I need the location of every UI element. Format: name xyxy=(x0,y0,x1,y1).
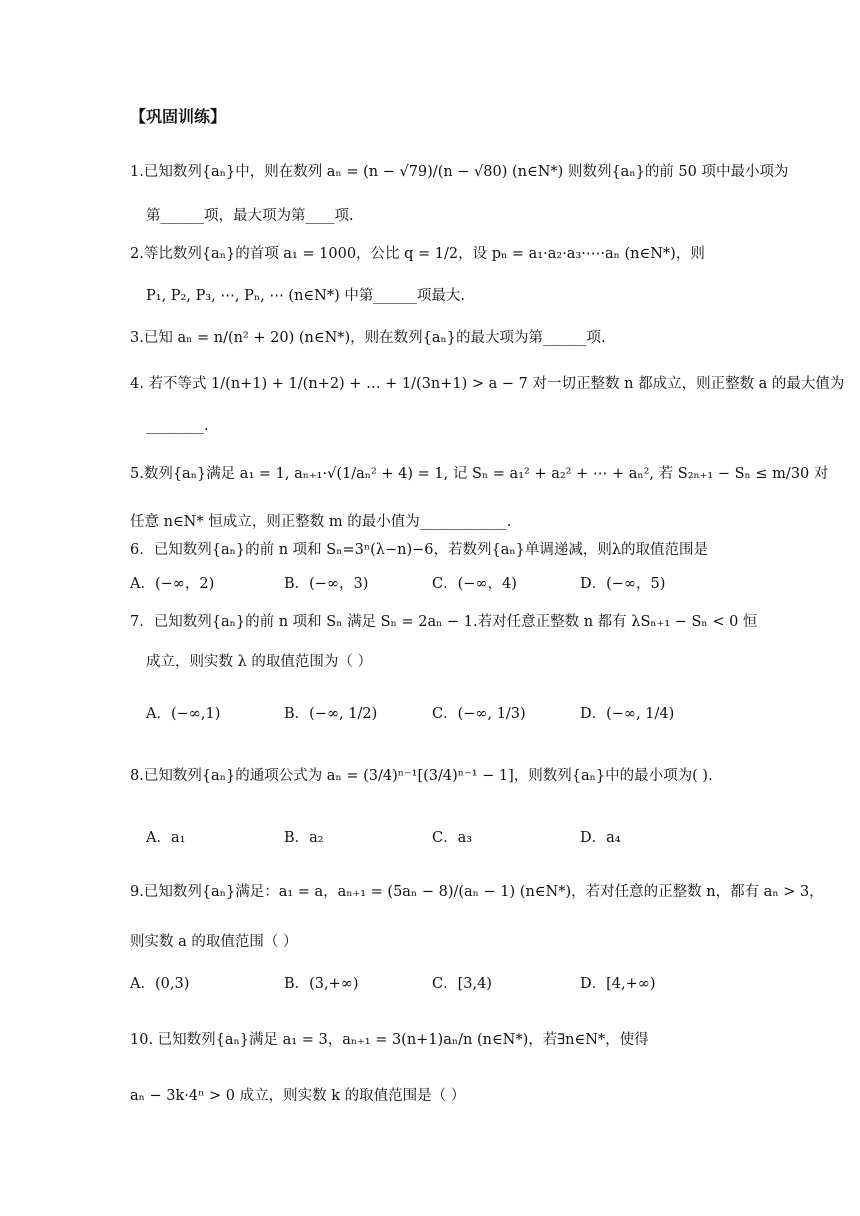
question-9-line-2: 则实数 a 的取值范围（ ） xyxy=(130,934,298,950)
question-7-line-2: 成立，则实数 λ 的取值范围为（ ） xyxy=(146,654,373,670)
option-a: A．(−∞，2) xyxy=(130,576,215,592)
option-c: C．(−∞, 1/3) xyxy=(432,706,526,722)
question-5-line-1: 5.数列{aₙ}满足 a₁ = 1, aₙ₊₁·√(1/aₙ² + 4) = 1, 记 Sₙ = a₁² + a₂² + ⋯ + aₙ², 若 S₂ₙ₊₁ − Sₙ ≤ m/30 对 xyxy=(130,466,829,482)
question-2-line-1: 2.等比数列{aₙ}的首项 a₁ = 1000，公比 q = 1/2，设 pₙ = a₁·a₂·a₃·⋯·aₙ (n∈N*)，则 xyxy=(130,246,705,262)
option-d: D．a₄ xyxy=(580,830,621,846)
option-a: A．(0,3) xyxy=(130,976,190,992)
option-d: D．[4,+∞) xyxy=(580,976,656,992)
question-8: 8.已知数列{aₙ}的通项公式为 aₙ = (3/4)ⁿ⁻¹[(3/4)ⁿ⁻¹ − 1]，则数列{aₙ}中的最小项为( ). xyxy=(130,768,713,784)
question-10-line-2: aₙ − 3k·4ⁿ > 0 成立，则实数 k 的取值范围是（ ） xyxy=(130,1088,466,1104)
option-b: B．(−∞，3) xyxy=(284,576,369,592)
question-6: 6．已知数列{aₙ}的前 n 项和 Sₙ=3ⁿ(λ−n)−6，若数列{aₙ}单调递减，则λ的取值范围是 xyxy=(130,542,709,558)
question-9-line-1: 9.已知数列{aₙ}满足：a₁ = a，aₙ₊₁ = (5aₙ − 8)/(aₙ − 1) (n∈N*)，若对任意的正整数 n，都有 aₙ > 3， xyxy=(130,884,824,900)
question-10-line-1: 10. 已知数列{aₙ}满足 a₁ = 3，aₙ₊₁ = 3(n+1)aₙ/n (n∈N*)，若∃n∈N*，使得 xyxy=(130,1032,649,1048)
question-4-line-2: ________. xyxy=(146,418,209,434)
option-b: B．(−∞, 1/2) xyxy=(284,706,378,722)
question-2-line-2: P₁, P₂, P₃, ⋯, Pₙ, ⋯ (n∈N*) 中第______项最大. xyxy=(146,288,465,304)
question-4-line-1: 4. 若不等式 1/(n+1) + 1/(n+2) + … + 1/(3n+1) > a − 7 对一切正整数 n 都成立，则正整数 a 的最大值为 xyxy=(130,376,845,392)
option-d: D．(−∞, 1/4) xyxy=(580,706,675,722)
option-c: C．[3,4) xyxy=(432,976,492,992)
question-1-line-2: 第______项，最大项为第____项. xyxy=(146,208,354,224)
question-7-line-1: 7．已知数列{aₙ}的前 n 项和 Sₙ 满足 Sₙ = 2aₙ − 1.若对任意正整数 n 都有 λSₙ₊₁ − Sₙ < 0 恒 xyxy=(130,614,758,630)
option-a: A．a₁ xyxy=(146,830,186,846)
question-3: 3.已知 aₙ = n/(n² + 20) (n∈N*)，则在数列{aₙ}的最大项为第______项. xyxy=(130,330,606,346)
option-c: C．(−∞，4) xyxy=(432,576,517,592)
section-title: 【巩固训练】 xyxy=(130,107,227,126)
question-5-line-2: 任意 n∈N* 恒成立，则正整数 m 的最小值为____________. xyxy=(130,514,512,530)
question-1-line-1: 1.已知数列{aₙ}中，则在数列 aₙ = (n − √79)/(n − √80) (n∈N*) 则数列{aₙ}的前 50 项中最小项为 xyxy=(130,164,789,180)
option-b: B．a₂ xyxy=(284,830,324,846)
option-a: A．(−∞,1) xyxy=(146,706,221,722)
option-b: B．(3,+∞) xyxy=(284,976,359,992)
option-d: D．(−∞，5) xyxy=(580,576,666,592)
option-c: C．a₃ xyxy=(432,830,473,846)
